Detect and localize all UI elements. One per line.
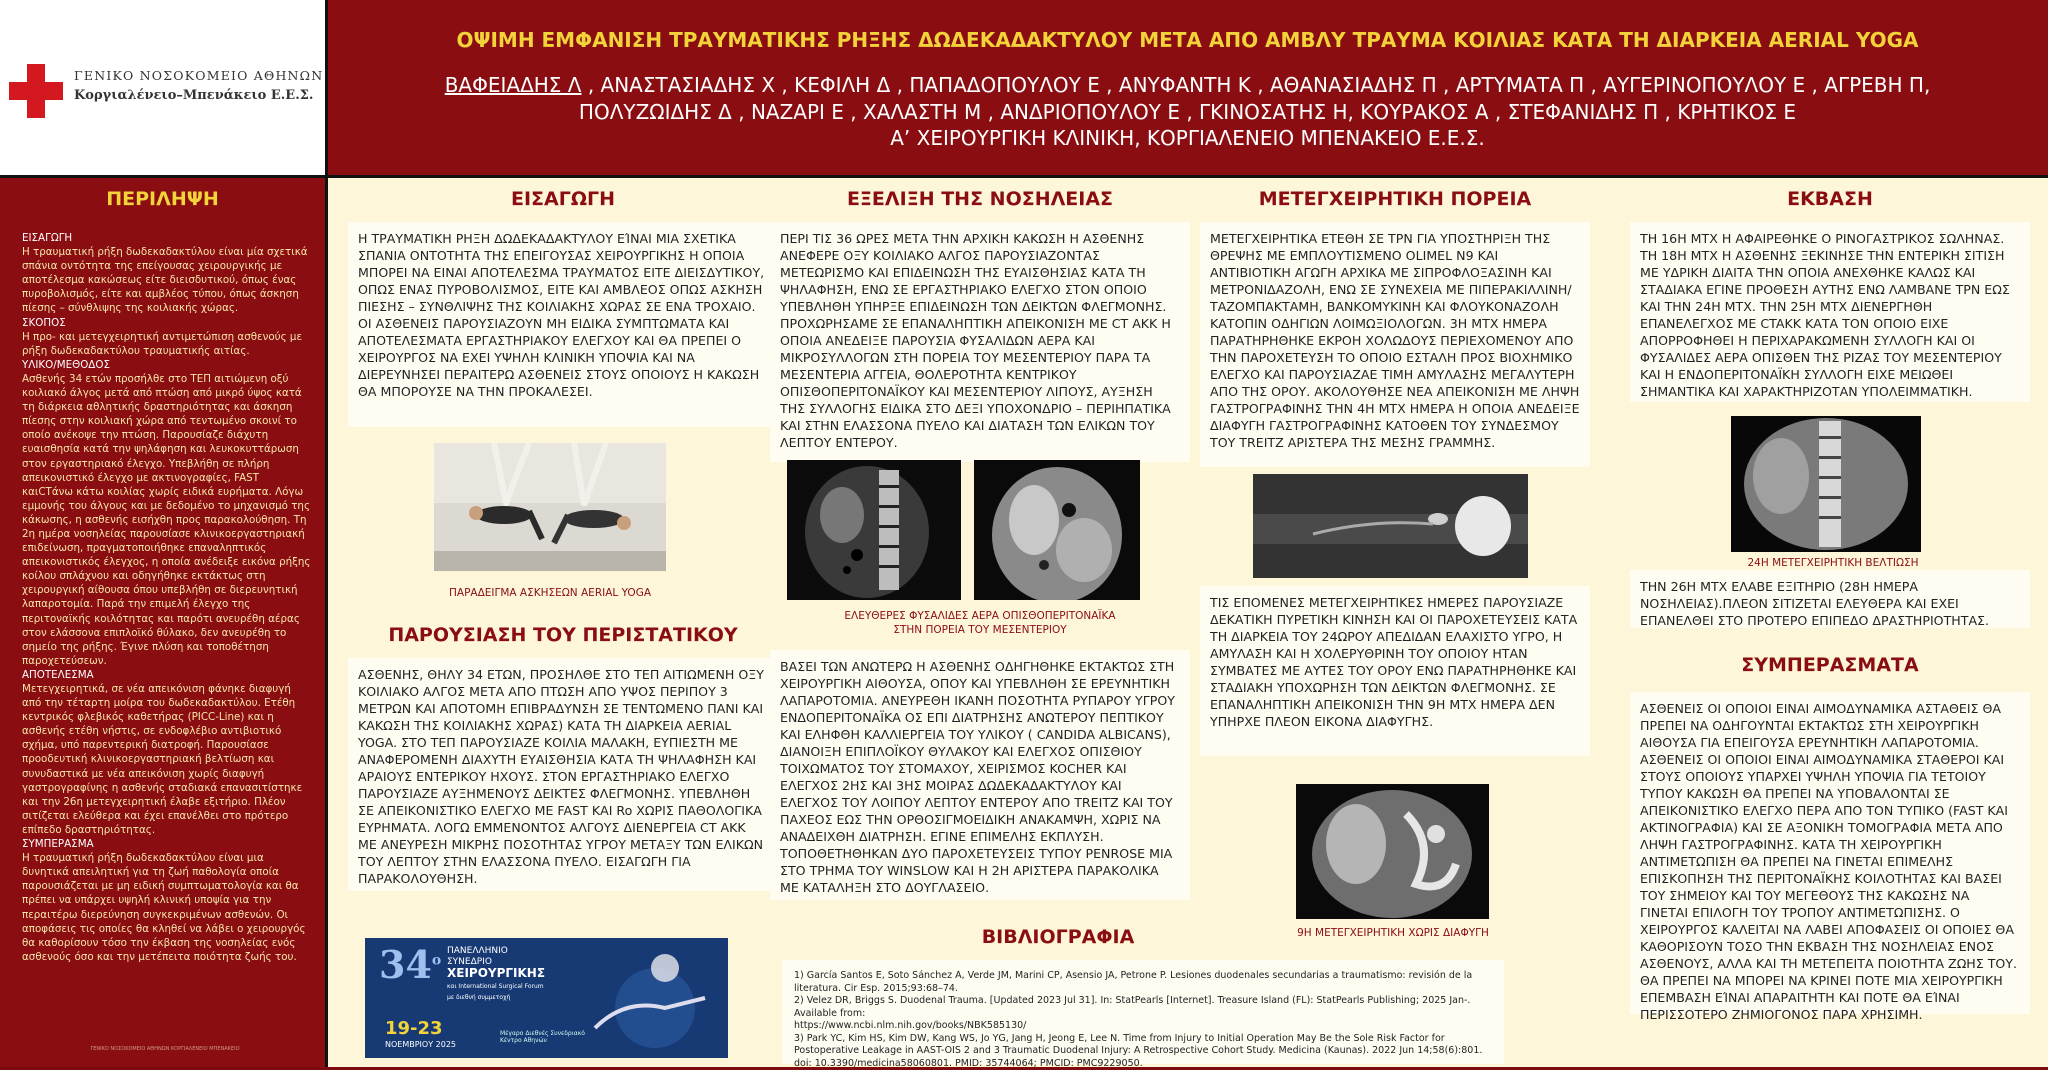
red-cross-icon (9, 64, 63, 118)
hospital-name-line2: Κοργιαλένειο–Μπενάκειο Ε.Ε.Σ. (74, 88, 313, 103)
ct-day24-caption: 24Η ΜΕΤΕΓΧΕΙΡΗΤΙΚΗ ΒΕΛΤΙΩΣΗ (1668, 556, 1998, 570)
summary-aim-label: ΣΚΟΠΟΣ (22, 316, 312, 330)
summary-result-label: ΑΠΟΤΕΛΕΣΜΑ (22, 668, 312, 682)
congress-venue: Μέγαρο Διεθνές Συνεδριακό Κέντρο Αθηνών (500, 1030, 590, 1044)
summary-title: ΠΕΡΙΛΗΨΗ (0, 188, 325, 210)
course-title: ΕΞΕΛΙΞΗ ΤΗΣ ΝΟΣΗΛΕΙΑΣ (770, 188, 1190, 210)
hospital-logo (0, 0, 325, 175)
summary-intro-label: ΕΙΣΑΓΩΓΗ (22, 231, 312, 245)
ct-scan-image-1 (787, 460, 961, 600)
authors-line2: ΠΟΛΥΖΩΙΔΗΣ Δ , ΝΑΖΑΡΙ Ε , ΧΑΛΑΣΤΗ Μ , ΑΝΔΡΙΟΠΟΥΛΟΥ Ε , ΓΚΙΝΟΣΑΤΗΣ Η, ΚΟΥΡΑΚΟΣ Α , ΣΤΕΦΑΝΙΔΗΣ Π , ΚΡΗΤΙΚΟΣ Ε (579, 100, 1796, 124)
reference-1: 1) García Santos E, Soto Sánchez A, Verde JM, Marini CP, Asensio JA, Petrone P. Lesiones duodenales secundarias a traumatismo: revisión de la literatura. Cir Esp. 2015;93:68–74. (794, 970, 1492, 995)
congress-line5: με διεθνή συμμετοχή (447, 994, 510, 1001)
case-text: ΑΣΘΕΝΗΣ, ΘΗΛΥ 34 ΕΤΩΝ, ΠΡΟΣΗΛΘΕ ΣΤΟ ΤΕΠ ΑΙΤΙΩΜΕΝΗ ΟΞΥ ΚΟΙΛΙΑΚΟ ΑΛΓΟΣ ΜΕΤΑ ΑΠΟ ΠΤΩΣΗ ΑΠΟ ΥΨΟΣ ΠΕΡΙΠΟΥ 3 ΜΕΤΡΩΝ ΚΑΙ ΑΠΟΤΟΜΗ ΕΠΙΒΡΑΔΥΝΣΗ ΣΕ ΤΕΝΤΩΜΕΝΟ ΠΑΝΙ ΚΑΙ ΚΑΚΩΣΗ ΤΗΣ ΚΟΙΛΙΑΚΗΣ ΧΩΡΑΣ) ΚΑΤΑ ΤΗ ΔΙΑΡΚΕΙΑ AERIAL YOGA. ΣΤΟ ΤΕΠ ΠΑΡΟΥΣΙΑΖΕ ΚΟΙΛΙΑ ΜΑΛΑΚΗ, ΕΥΠΙΕΣΤΗ ΜΕ ΑΝΑΦΕΡΟΜΕΝΗ ΔΙΑΧΥΤΗ ΕΥΑΙΣΘΗΣΙΑ ΚΑΤΑ ΤΗ ΨΗΛΑΦΗΣΗ ΚΑΙ ΑΡΑΙΟΥΣ ΕΝΤΕΡΙΚΟΥ ΗΧΟΥΣ. ΣΤΟΝ ΕΡΓΑΣΤΗΡΙΑΚΟ ΕΛΕΓΧΟ ΠΑΡΟΥΣΙΑΖΕ ΑΥΞΗΜΕΝΟΥΣ ΔΕΙΚΤΕΣ ΦΛΕΓΜΟΝΗΣ. ΥΠΕΒΛΗΘΗ ΣΕ ΑΠΕΙΚΟΝΙΣΤΙΚΟ ΕΛΕΓΧΟ ΜΕ FAST ΚΑΙ Ro ΧΩΡΙΣ ΠΑΘΟΛΟΓΙΚΑ ΕΥΡΗΜΑΤΑ. ΛΟΓΩ ΕΜΜΕΝΟΝΤΟΣ ΑΛΓΟΥΣ ΔΙΕΝΕΡΓΕΙΑ CT ΑΚΚ ΜΕ ΑΝΕΥΡΕΣΗ ΜΙΚΡΗΣ ΠΟΣΟΤΗΤΑΣ ΥΓΡΟΥ ΜΕΤΑΞΥ ΤΩΝ ΕΛΙΚΩΝ ΤΟΥ ΛΕΠΤΟΥ ΣΤΗΝ ΕΛΑΣΣΟΝΑ ΠΥΕΛΟ. ΕΙΣΑΓΩΓΗ ΓΙΑ ΠΑΡΑΚΟΛΟΥΘΗΣΗ. (348, 658, 778, 891)
congress-number: 34 (379, 942, 432, 987)
gastrografin-image (1253, 474, 1528, 578)
ct-scan-image-2 (974, 460, 1140, 600)
reference-2: 2) Velez DR, Briggs S. Duodenal Trauma. [Updated 2023 Jul 31]. In: StatPearls [Internet]. Treasure Island (FL): StatPearls Publishing; 2025 Jan-. Available from: (794, 995, 1492, 1020)
course-text-1: ΠΕΡΙ ΤΙΣ 36 ΩΡΕΣ ΜΕΤΑ ΤΗΝ ΑΡΧΙΚΗ ΚΑΚΩΣΗ Η ΑΣΘΕΝΗΣ ΑΝΕΦΕΡΕ ΟΞΥ ΚΟΙΛΙΑΚΟ ΑΛΓΟΣ ΠΑΡΟΥΣΙΑΖΟΝΤΑΣ ΜΕΤΕΩΡΙΣΜΟ ΚΑΙ ΕΠΙΔΕΙΝΩΣΗ ΤΗΣ ΕΥΑΙΣΘΗΣΙΑΣ ΚΑΤΑ ΤΗ ΨΗΛΑΦΗΣΗ, ΕΝΩ ΣΕ ΕΡΓΑΣΤΗΡΙΑΚΟ ΕΛΕΓΧΟ ΣΤΟΝ ΟΠΟΙΟ ΥΠΕΒΛΗΘΗ ΥΠΗΡΞΕ ΕΠΙΔΕΙΝΩΣΗ ΤΩΝ ΔΕΙΚΤΩΝ ΦΛΕΓΜΟΝΗΣ. ΠΡΟΧΩΡΗΣΑΜΕ ΣΕ ΕΠΑΝΑΛΗΠΤΙΚΗ ΑΠΕΙΚΟΝΙΣΗ ΜΕ CT ΑΚΚ Η ΟΠΟΙΑ ΑΝΕΔΕΙΞΕ ΠΑΡΟΥΣΙΑ ΦΥΣΑΛΙΔΩΝ ΑΕΡΑ ΚΑΙ ΜΙΚΡΟΣΥΛΛΟΓΩΝ ΣΤΗ ΠΟΡΕΙΑ ΤΟΥ ΜΕΣΕΝΤΕΡΙΟΥ ΠΑΡΑ ΤΑ ΜΕΣΕΝΤΕΡΙΑ ΑΓΓΕΙΑ, ΘΟΛΕΡΟΤΗΤΑ ΚΕΝΤΡΙΚΟΥ ΟΠΙΣΘΟΠΕΡΙΤΟΝΑΪΚΟΥ ΚΑΙ ΜΕΣΕΝΤΕΡΙΟΥ ΛΙΠΟΥΣ, ΑΥΞΗΣΗ ΤΗΣ ΣΥΛΛΟΓΗΣ ΕΙΔΙΚΑ ΣΤΟ ΔΕΞΙ ΥΠΟΧΟΝΔΡΙΟ – ΠΕΡΙΗΠΑΤΙΚΑ ΚΑΙ ΣΤΗΝ ΕΛΑΣΣΟΝΑ ΠΥΕΛΟ ΚΑΙ ΔΙΑΤΑΣΗ ΤΩΝ ΕΛΙΚΩΝ ΤΟΥ ΛΕΠΤΟΥ ΕΝΤΕΡΟΥ. (770, 222, 1190, 462)
authors-line1: , ΑΝΑΣΤΑΣΙΑΔΗΣ Χ , ΚΕΦΙΛΗ Δ , ΠΑΠΑΔΟΠΟΥΛΟΥ Ε , ΑΝΥΦΑΝΤΗ Κ , ΑΘΑΝΑΣΙΑΔΗΣ Π , ΑΡΤΥΜΑΤΑ Π , ΑΥΓΕΡΙΝΟΠΟΥΛΟΥ Ε , ΑΓΡΕΒΗ Π, (581, 73, 1930, 97)
aerial-yoga-photo (434, 443, 666, 571)
summary-method-label: ΥΛΙΚΟ/ΜΕΘΟΔΟΣ (22, 358, 312, 372)
summary-sidebar (0, 178, 325, 1067)
case-title: ΠΑΡΟΥΣΙΑΣΗ ΤΟΥ ΠΕΡΙΣΤΑΤΙΚΟΥ (348, 624, 778, 646)
congress-dates: 19-23 (385, 1018, 443, 1039)
main-panel (328, 178, 2048, 1067)
ct-day24-image (1731, 416, 1921, 552)
congress-banner (365, 938, 728, 1058)
congress-line1: ΠΑΝΕΛΛΗΝΙΟ (447, 946, 508, 956)
ct-day9-caption: 9Η ΜΕΤΕΓΧΕΙΡΗΤΙΚΗ ΧΩΡΙΣ ΔΙΑΦΥΓΗ (1258, 926, 1528, 940)
hospital-name-line1: ΓΕΝΙΚΟ ΝΟΣΟΚΟΜΕΙΟ ΑΘΗΝΩΝ (74, 68, 323, 83)
outcome-text-2: ΤΗΝ 26Η ΜΤΧ ΕΛΑΒΕ ΕΞΙΤΗΡΙΟ (28Η ΗΜΕΡΑ ΝΟΣΗΛΕΙΑΣ).ΠΛΕΟΝ ΣΙΤΙΖΕΤΑΙ ΕΛΕΥΘΕΡΑ ΚΑΙ ΕΧΕΙ ΕΠΑΝΕΛΘΕΙ ΣΤΟ ΠΡΟΤΕΡΟ ΕΠΙΠΕΔΟ ΔΡΑΣΤΗΡΙΟΤΗΤΑΣ. (1630, 570, 2030, 628)
sidebar-footer: ΓΕΝΙΚΟ ΝΟΣΟΚΟΜΕΙΟ ΑΘΗΝΩΝ ΚΟΡΓΙΑΛΕΝΕΙΟ ΜΠΕΝΑΚΕΙΟ (30, 1046, 300, 1052)
summary-aim-text: Η προ- και μετεγχειρητική αντιμετώπιση ασθενούς με ρήξη δωδεκαδακτύλου τραυματικής αιτίας. (22, 330, 312, 358)
conclusions-text: ΑΣΘΕΝΕΙΣ ΟΙ ΟΠΟΙΟΙ ΕΙΝΑΙ ΑΙΜΟΔΥΝΑΜΙΚΑ ΑΣΤΑΘΕΙΣ ΘΑ ΠΡΕΠΕΙ ΝΑ ΟΔΗΓΟΥΝΤΑΙ ΕΚΤΑΚΤΩΣ ΣΤΗ ΧΕΙΡΟΥΡΓΙΚΗ ΑΙΘΟΥΣΑ ΓΙΑ ΕΠΕΙΓΟΥΣΑ ΕΡΕΥΝΗΤΙΚΗ ΛΑΠΑΡΟΤΟΜΙΑ. ΑΣΘΕΝΕΙΣ ΟΙ ΟΠΟΙΟΙ ΕΙΝΑΙ ΑΙΜΟΔΥΝΑΜΙΚΑ ΣΤΑΘΕΡΟΙ ΚΑΙ ΣΤΟΥΣ ΟΠΟΙΟΥΣ ΥΠΑΡΧΕΙ ΥΨΗΛΗ ΥΠΟΨΙΑ ΓΙΑ ΤΕΤΟΙΟΥ ΤΥΠΟΥ ΚΑΚΩΣΗ ΘΑ ΠΡΕΠΕΙ ΝΑ ΥΠΟΒΑΛΟΝΤΑΙ ΣΕ ΑΠΕΙΚΟΝΙΣΤΙΚΟ ΕΛΕΓΧΟ ΠΕΡΑ ΑΠΟ ΤΟΝ ΤΥΠΙΚΟ (FAST ΚΑΙ ΑΚΤΙΝΟΓΡΑΦΙΑ) ΚΑΙ ΣΕ ΑΞΟΝΙΚΗ ΤΟΜΟΓΡΑΦΙΑ ΜΕΤΑ ΑΠΟ ΛΗΨΗ ΓΑΣΤΡΟΓΡΑΦΙΝΗΣ. ΚΑΤΑ ΤΗ ΧΕΙΡΟΥΡΓΙΚΗ ΑΝΤΙΜΕΤΩΠΙΣΗ ΘΑ ΠΡΕΠΕΙ ΝΑ ΓΙΝΕΤΑΙ ΕΠΙΜΕΛΗΣ ΕΠΙΣΚΟΠΗΣΗ ΤΗΣ ΠΕΡΙΤΟΝΑΪΚΗΣ ΚΟΙΛΟΤΗΤΑΣ ΚΑΙ ΒΑΣΕΙ ΤΟΥ ΣΗΜΕΙΟΥ ΚΑΙ ΤΟΥ ΜΕΓΕΘΟΥΣ ΤΗΣ ΚΑΚΩΣΗΣ ΝΑ ΓΙΝΕΤΑΙ ΕΠΙΛΟΓΗ ΤΟΥ ΤΡΟΠΟΥ ΑΝΤΙΜΕΤΩΠΙΣΗΣ. Ο ΧΕΙΡΟΥΡΓΟΣ ΚΑΛΕΙΤΑΙ ΝΑ ΛΑΒΕΙ ΑΠΟΦΑΣΕΙΣ ΟΙ ΟΠΟΙΕΣ ΘΑ ΚΑΘΟΡΙΣΟΥΝ ΤΟΣΟ ΤΗΝ ΕΚΒΑΣΗ ΤΗΣ ΝΟΣΗΛΕΙΑΣ ΕΝΟΣ ΑΣΘΕΝΟΥΣ, ΑΛΛΑ ΚΑΙ ΤΗ ΜΕΤΕΠΕΙΤΑ ΠΟΙΟΤΗΤΑ ΖΩΗΣ ΤΟΥ. ΘΑ ΠΡΕΠΕΙ ΝΑ ΜΠΟΡΕΙ ΝΑ ΚΡΙΝΕΙ ΠΟΤΕ ΜΙΑ ΧΕΙΡΟΥΡΓΙΚΗ ΕΠΕΜΒΑΣΗ ΕΊΝΑΙ ΑΠΑΡΑΙΤΗΤΗ ΚΑΙ ΠΟΤΕ ΘΑ ΕΊΝΑΙ ΠΕΡΙΣΣΟΤΕΡΟ ΖΗΜΙΟΓΟΝΟΣ ΠΑΡΑ ΧΡΗΣΙΜΗ. (1630, 692, 2030, 1014)
aerial-yoga-caption: ΠΑΡΑΔΕΙΓΜΑ ΑΣΚΗΣΕΩΝ AERIAL YOGA (434, 586, 666, 600)
course-text-2: ΒΑΣΕΙ ΤΩΝ ΑΝΩΤΕΡΩ Η ΑΣΘΕΝΗΣ ΟΔΗΓΗΘΗΚΕ ΕΚΤΑΚΤΩΣ ΣΤΗ ΧΕΙΡΟΥΡΓΙΚΗ ΑΙΘΟΥΣΑ, ΟΠΟΥ ΚΑΙ ΥΠΕΒΛΗΘΗ ΣΕ ΕΡΕΥΝΗΤΙΚΗ ΛΑΠΑΡΟΤΟΜΙΑ. ΑΝΕΥΡΕΘΗ ΙΚΑΝΗ ΠΟΣΟΤΗΤΑ ΡΥΠΑΡΟΥ ΥΓΡΟΥ ΕΝΔΟΠΕΡΙΤΟΝΑΪΚΑ ΟΣ ΕΠΙ ΔΙΑΤΡΗΣΗΣ ΑΝΩΤΕΡΟΥ ΠΕΠΤΙΚΟΥ ΚΑΙ ΕΛΗΦΘΗ ΚΑΛΛΙΕΡΓΕΙΑ ΤΟΥ ΥΛΙΚΟΥ ( CANDIDA ALBICANS), ΔΙΑΝΟΙΞΗ ΕΠΙΠΛΟΪΚΟΥ ΘΥΛΑΚΟΥ ΚΑΙ ΕΛΕΓΧΟΣ ΟΠΙΣΘΙΟΥ ΤΟΙΧΩΜΑΤΟΣ ΤΟΥ ΣΤΟΜΑΧΟΥ, ΧΕΙΡΙΣΜΟΣ KOCHER ΚΑΙ ΕΛΕΓΧΟΣ 2ΗΣ ΚΑΙ 3ΗΣ ΜΟΙΡΑΣ ΔΩΔΕΚΑΔΑΚΤΥΛΟΥ ΚΑΙ ΕΛΕΓΧΟΣ ΤΟΥ ΛΟΙΠΟΥ ΛΕΠΤΟΥ ΕΝΤΕΡΟΥ ΑΠΟ TREITZ ΚΑΙ ΤΟΥ ΠΑΧΕΟΣ ΕΩΣ ΤΗΝ ΟΡΘΟΣΙΓΜΟΕΙΔΙΚΗ ΑΝΑΚΑΜΨΗ, ΧΩΡΙΣ ΝΑ ΑΝΑΔΕΙΧΘΗ ΔΙΑΤΡΗΣΗ. ΕΓΙΝΕ ΕΠΙΜΕΛΗΣ ΕΚΠΛΥΣΗ. ΤΟΠΟΘΕΤΗΘΗΚΑΝ ΔΥΟ ΠΑΡΟΧΕΤΕΥΣΕΙΣ ΤΥΠΟΥ PENROSE ΜΙΑ ΣΤΟ ΤΡΗΜΑ ΤΟΥ WINSLOW ΚΑΙ Η 2Η ΑΡΙΣΤΕΡΑ ΠΑΡΑΚΟΛΙΚΑ ΜΕ ΚΑΤΑΛΗΞΗ ΣΤΟ ΔΟΥΓΛΑΣΕΙΟ. (770, 650, 1190, 900)
reference-2-link[interactable]: https://www.ncbi.nlm.nih.gov/books/NBK585130/ (794, 1020, 1492, 1033)
postop-text-2: ΤΙΣ ΕΠΟΜΕΝΕΣ ΜΕΤΕΓΧΕΙΡΗΤΙΚΕΣ ΗΜΕΡΕΣ ΠΑΡΟΥΣΙΑΖΕ ΔΕΚΑΤΙΚΗ ΠΥΡΕΤΙΚΗ ΚΙΝΗΣΗ ΚΑΙ ΟΙ ΠΑΡΟΧΕΤΕΥΣΕΙΣ ΚΑΤΑ ΤΗ ΔΙΑΡΚΕΙΑ ΤΟΥ 24ΩΡΟΥ ΑΠΕΔΙΔΑΝ ΕΛΑΧΙΣΤΟ ΥΓΡΟ, Η ΑΜΥΛΑΣΗ ΚΑΙ Η ΧΟΛΕΡΥΘΡΙΝΗ ΤΟΥ ΟΠΟΙΟΥ ΗΤΑΝ ΣΥΜΒΑΤΕΣ ΜΕ ΑΥΤΕΣ ΤΟΥ ΟΡΟΥ ΕΝΩ ΠΑΡΑΤΗΡΗΘΗΚΕ ΚΑΙ ΣΤΑΔΙΑΚΗ ΥΠΟΧΩΡΗΣΗ ΤΩΝ ΔΕΙΚΤΩΝ ΦΛΕΓΜΟΝΗΣ. ΣΕ ΕΠΑΝΑΛΗΠΤΙΚΗ ΑΠΕΙΚΟΝΙΣΗ ΤΗΝ 9Η ΜΤΧ ΗΜΕΡΑ ΔΕΝ ΥΠΗΡΧΕ ΠΛΕΟΝ ΕΙΚΟΝΑ ΔΙΑΦΥΓΗΣ. (1200, 586, 1590, 756)
intro-title: ΕΙΣΑΓΩΓΗ (348, 188, 778, 210)
references-title: ΒΙΒΛΙΟΓΡΑΦΙΑ (908, 926, 1208, 948)
department: Α’ ΧΕΙΡΟΥΡΓΙΚΗ ΚΛΙΝΙΚΗ, ΚΟΡΓΙΑΛΕΝΕΙΟ ΜΠΕΝΑΚΕΙΟ Ε.Ε.Σ. (327, 126, 2048, 150)
postop-title: ΜΕΤΕΓΧΕΙΡΗΤΙΚΗ ΠΟΡΕΙΑ (1200, 188, 1590, 210)
congress-line2: ΣΥΝΕΔΡΙΟ (447, 957, 492, 967)
outcome-text-1: ΤΗ 16Η ΜΤΧ Η ΑΦΑΙΡΕΘΗΚΕ Ο ΡΙΝΟΓΑΣΤΡΙΚΟΣ ΣΩΛΗΝΑΣ. ΤΗ 18Η ΜΤΧ Η ΑΣΘΕΝΗΣ ΞΕΚΙΝΗΣΕ ΤΗΝ ΕΝΤΕΡΙΚΗ ΣΙΤΙΣΗ ΜΕ ΥΔΡΙΚΗ ΔΙΑΙΤΑ ΤΗΝ ΟΠΟΙΑ ΑΝΕΧΘΗΚΕ ΚΑΛΩΣ ΚΑΙ ΣΤΑΔΙΑΚΑ ΕΓΙΝΕ ΠΡΟΘΕΣΗ ΑΥΤΗΣ ΕΝΩ ΛΑΜΒΑΝΕ TPN ΕΩΣ ΚΑΙ ΤΗΝ 24Η ΜΤΧ. ΤΗΝ 25Η ΜΤΧ ΔΙΕΝΕΡΓΗΘΗ ΕΠΑΝΕΛΕΓΧΟΣ ΜΕ CTAKK ΚΑΤΑ ΤΟΝ ΟΠΟΙΟ ΕΙΧΕ ΑΠΟΡΡΟΦΗΘΕΙ Η ΠΕΡΙΧΑΡΑΚΩΜΕΝΗ ΣΥΛΛΟΓΗ ΚΑΙ ΟΙ ΦΥΣΑΛΙΔΕΣ ΑΕΡΑ ΟΠΙΣΘΕΝ ΤΗΣ ΡΙΖΑΣ ΤΟΥ ΜΕΣΕΝΤΕΡΙΟΥ ΚΑΙ Η ΕΝΔΟΠΕΡΙΤΟΝΑΪΚΗ ΣΥΛΛΟΓΗ ΕΙΧΕ ΜΕΙΩΘΕΙ ΣΗΜΑΝΤΙΚΑ ΚΑΙ ΧΑΡΑΚΤΗΡΙΖΟΤΑΝ ΥΠΟΛΕΙΜΜΑΤΙΚΗ. (1630, 222, 2030, 402)
conclusions-title: ΣΥΜΠΕΡΑΣΜΑΤΑ (1630, 654, 2030, 676)
references-list (782, 960, 1504, 1064)
ct-scan-caption-line1: ΕΛΕΥΘΕΡΕΣ ΦΥΣΑΛΙΔΕΣ ΑΕΡΑ ΟΠΙΣΘΟΠΕΡΙΤΟΝΑΪΚΑ (844, 610, 1115, 622)
first-author: ΒΑΦΕΙΑΔΗΣ Λ (445, 73, 582, 97)
summary-intro-text: Η τραυματική ρήξη δωδεκαδακτύλου είναι μία σχετικά σπάνια οντότητα της επείγουσας χειρουργικής με αποτέλεσμα κακώσεως είτε διεισδυτικού, όπως ένας πυροβολισμός, είτε και αμβλέος τύπου, όπως άσκηση πίεσης – σύνθλιψης της κοιλιακής χώρας. (22, 245, 312, 315)
ct-scan-caption-line2: ΣΤΗΝ ΠΟΡΕΙΑ ΤΟΥ ΜΕΣΕΝΤΕΡΙΟΥ (893, 624, 1066, 636)
outcome-title: ΕΚΒΑΣΗ (1630, 188, 2030, 210)
summary-method-text: Ασθενής 34 ετών προσήλθε στο ΤΕΠ αιτιώμενη οξύ κοιλιακό άλγος μετά από πτώση από μικρό ύψος κατά τη διάρκεια αθλητικής δραστηριότητας και άσκηση πίεσης στην κοιλιακή χώρα από τεντωμένο σκοινί το οποίο ανέκοψε την πτώση. Παρουσίαζε διάχυτη ευαισθησία κατά την ψηλάφηση και λευκοκυττάρωση στον εργαστηριακό έλεγχο. Υπεβλήθη σε πλήρη απεικονιστικό έλεγχο με ακτινογραφίες, FAST καιCTάνω κάτω κοιλίας χωρίς ειδικά ευρήματα. Λόγω εμμονής του άλγους και με δεδομένο το μηχανισμό της κάκωσης, η ασθενής εισήχθη προς παρακολούθηση. Τη 2η ημέρα νοσηλείας παρουσίασε κλινικοεργαστηριακή επιδείνωση, πραγματοποιήθηκε επαναληπτικός απεικονιστικός έλεγχος, η οποία ανέδειξε εικόνα ρήξης κοίλου σπλάχνου και οδηγήθηκε εκτάκτως στη χειρουργική αίθουσα όπου υπεβλήθη σε διερευνητική λαπαροτομία. Παρά την επιμελή έλεγχο της περιτοναϊκής κοιλότητας και παρότι ανευρέθη αέρας στον ελάσσονα επιπλοϊκό θύλακο, δεν ανευρέθη το σημείο της ρήξης. Έγινε πλύση και τοποθέτηση παροχετεύσεων. (22, 372, 312, 668)
ct-day9-image (1296, 784, 1489, 919)
poster-title: ΟΨΙΜΗ ΕΜΦΑΝΙΣΗ ΤΡΑΥΜΑΤΙΚΗΣ ΡΗΞΗΣ ΔΩΔΕΚΑΔΑΚΤΥΛΟΥ ΜΕΤΑ ΑΠΟ ΑΜΒΛΥ ΤΡΑΥΜΑ ΚΟΙΛΙΑΣ ΚΑΤΑ ΤΗ ΔΙΑΡΚΕΙΑ AERIAL YOGA (327, 28, 2048, 52)
summary-conclusion-label: ΣΥΜΠΕΡΑΣΜΑ (22, 837, 312, 851)
congress-line4: και International Surgical Forum (447, 983, 544, 990)
reference-3: 3) Park YC, Kim HS, Kim DW, Kang WS, Jo YG, Jang H, Jeong E, Lee N. Time from Injury to Initial Operation May Be the Sole Risk Factor for Postoperative Leakage in AAST-OIS 2 and 3 Traumatic Duodenal Injury: A Retrospective Cohort Study. Medicina (Kaunas). 2022 Jun 14;58(6):801. doi: 10.3390/medicina58060801. PMID: 35744064; PMCID: PMC9229050. (794, 1033, 1492, 1070)
summary-text (22, 231, 312, 964)
postop-text-1: ΜΕΤΕΓΧΕΙΡΗΤΙΚΑ ΕΤΕΘΗ ΣΕ TPN ΓΙΑ ΥΠΟΣΤΗΡΙΞΗ ΤΗΣ ΘΡΕΨΗΣ ΜΕ ΕΜΠΛΟΥΤΙΣΜΕΝΟ OLIMEL N9 ΚΑΙ ΑΝΤΙΒΙΟΤΙΚΗ ΑΓΩΓΗ ΑΡΧΙΚΑ ΜΕ ΣΙΠΡΟΦΛΟΞΑΣΙΝΗ ΚΑΙ ΜΕΤΡΟΝΙΔΑΖΟΛΗ, ΕΝΩ ΣΕ ΣΥΝΕΧΕΙΑ ΜΕ ΠΙΠΕΡΑΚΙΛΛΙΝΗ/ΤΑΖΟΜΠΑΚΤΑΜΗ, ΒΑΝΚΟΜΥΚΙΝΗ ΚΑΙ ΦΛΟΥΚΟΝΑΖΟΛΗ ΚΑΤΟΠΙΝ ΟΔΗΓΙΩΝ ΛΟΙΜΩΞΙΟΛΟΓΩΝ. 3Η ΜΤΧ ΗΜΕΡΑ ΠΑΡΑΤΗΡΗΘΗΚΕ ΕΚΡΟΗ ΧΟΛΩΔΟΥΣ ΠΕΡΙΕΧΟΜΕΝΟΥ ΑΠΟ ΤΗΝ ΠΑΡΟΧΕΤΕΥΣΗ ΤΟ ΟΠΟΙΟ ΕΣΤΑΛΗ ΠΡΟΣ ΒΙΟΧΗΜΙΚΟ ΕΛΕΓΧΟ ΚΑΙ ΠΑΡΟΥΣΙΑΖΑΕ ΤΙΜΗ ΑΜΥΛΑΣΗΣ ΜΕΓΑΛΥΤΕΡΗ ΑΠΟ ΤΗΣ ΟΡΟΥ. ΑΚΟΛΟΥΘΗΣΕ ΝΕΑ ΑΠΕΙΚΟΝΙΣΗ ΜΕ ΛΗΨΗ ΓΑΣΤΡΟΓΡΑΦΙΝΗΣ ΤΗΝ 4Η ΜΤΧ ΗΜΕΡΑ Η ΟΠΟΙΑ ΑΝΕΔΕΙΞΕ ΔΙΑΦΥΓΗ ΓΑΣΤΡΟΓΡΑΦΙΝΗΣ ΚΑΤΟΘΕΝ ΤΟΥ ΣΥΝΔΕΣΜΟΥ ΤΟΥ TREITZ ΑΡΙΣΤΕΡΑ ΤΗΣ ΜΕΣΗΣ ΓΡΑΜΜΗΣ. (1200, 222, 1590, 467)
summary-conclusion-text: Η τραυματική ρήξη δωδεκαδακτύλου είναι μια δυνητικά απειλητική για τη ζωή παθολογία οποία παρουσιάζεται με μη ειδική συμπτωματολογία και θα πρέπει να υπάρχει υψηλή κλινική υποψία για την περαιτέρω διερεύνηση συγκεκριμένων ασθενών. Οι αποφάσεις τις οποίες θα κληθεί να λάβει ο χειρουργός θα καθορίσουν τόσο την έκβαση της νοσηλείας ενός ασθενούς όσο και την μετέπειτα ποιότητα ζωής του. (22, 851, 312, 964)
poster-header (327, 0, 2048, 175)
congress-line3: ΧΕΙΡΟΥΡΓΙΚΗΣ (447, 966, 545, 980)
authors (327, 72, 2048, 126)
congress-month: ΝΟΕΜΒΡΙΟΥ 2025 (385, 1040, 456, 1049)
congress-number-sup: ο (432, 952, 441, 968)
intro-text: Η ΤΡΑΥΜΑΤΙΚΗ ΡΗΞΗ ΔΩΔΕΚΑΔΑΚΤΥΛΟΥ ΕΊΝΑΙ ΜΙΑ ΣΧΕΤΙΚΑ ΣΠΑΝΙΑ ΟΝΤΟΤΗΤΑ ΤΗΣ ΕΠΕΙΓΟΥΣΑΣ ΧΕΙΡΟΥΡΓΙΚΗΣ Η ΟΠΟΙΑ ΜΠΟΡΕΙ ΝΑ ΕΙΝΑΙ ΑΠΟΤΕΛΕΣΜΑ ΤΡΑΥΜΑΤΟΣ ΕΙΤΕ ΔΙΕΙΣΔΥΤΙΚΟΥ, ΟΠΩΣ ΕΝΑΣ ΠΥΡΟΒΟΛΙΣΜΟΣ, ΕΙΤΕ ΚΑΙ ΑΜΒΛΕΟΣ ΟΠΩΣ ΑΣΚΗΣΗ ΠΙΕΣΗΣ – ΣΥΝΘΛΙΨΗΣ ΤΗΣ ΚΟΙΛΙΑΚΗΣ ΧΩΡΑΣ ΣΕ ΕΝΑ ΤΡΟΧΑΙΟ. ΟΙ ΑΣΘΕΝΕΙΣ ΠΑΡΟΥΣΙΑΖΟΥΝ ΜΗ ΕΙΔΙΚΑ ΣΥΜΠΤΩΜΑΤΑ ΚΑΙ ΑΠΟΤΕΛΕΣΜΑΤΑ ΕΡΓΑΣΤΗΡΙΑΚΟΥ ΕΛΕΓΧΟΥ ΚΑΙ ΘΑ ΠΡΕΠΕΙ Ο ΧΕΙΡΟΥΡΓΟΣ ΝΑ ΕΧΕΙ ΥΨΗΛΗ ΚΛΙΝΙΚΗ ΥΠΟΨΙΑ ΚΑΙ ΝΑ ΔΙΕΡΕΥΝΗΣΕΙ ΠΕΡΑΙΤΕΡΩ ΑΣΘΕΝΕΙΣ ΣΤΟΥΣ ΟΠΟΙΟΥΣ Η ΚΑΚΩΣΗ ΘΑ ΜΠΟΡΟΥΣΕ ΝΑ ΤΗΝ ΠΡΟΚΑΛΕΣΕΙ. (348, 222, 778, 427)
summary-result-text: Μετεγχειρητικά, σε νέα απεικόνιση φάνηκε διαφυγή από την τέταρτη μοίρα του δωδεκαδακτύλου. Ετέθη κεντρικός φλεβικός καθετήρας (PICC-Line) και η ασθενής ετέθη νήστις, σε ενδοφλέβιο αντιβιοτικό σχήμα, υπό παρεντερική διατροφή. Παρουσίασε προοδευτική κλινικοεργαστηριακή βελτίωση και συνυδαστικά με νέα απεικόνιση χωρίς διαφυγή γαστρογραφίνης η ασθενής σταδιακά επανασιτίστηκε και την 26η μετεγχειρητική έλαβε εξιτήριο. Πλέον σιτίζεται ελεύθερα και έχει επανέλθει στο πρότερο επίπεδο δραστηριότητας. (22, 682, 312, 837)
ct-scan-caption (770, 609, 1190, 637)
